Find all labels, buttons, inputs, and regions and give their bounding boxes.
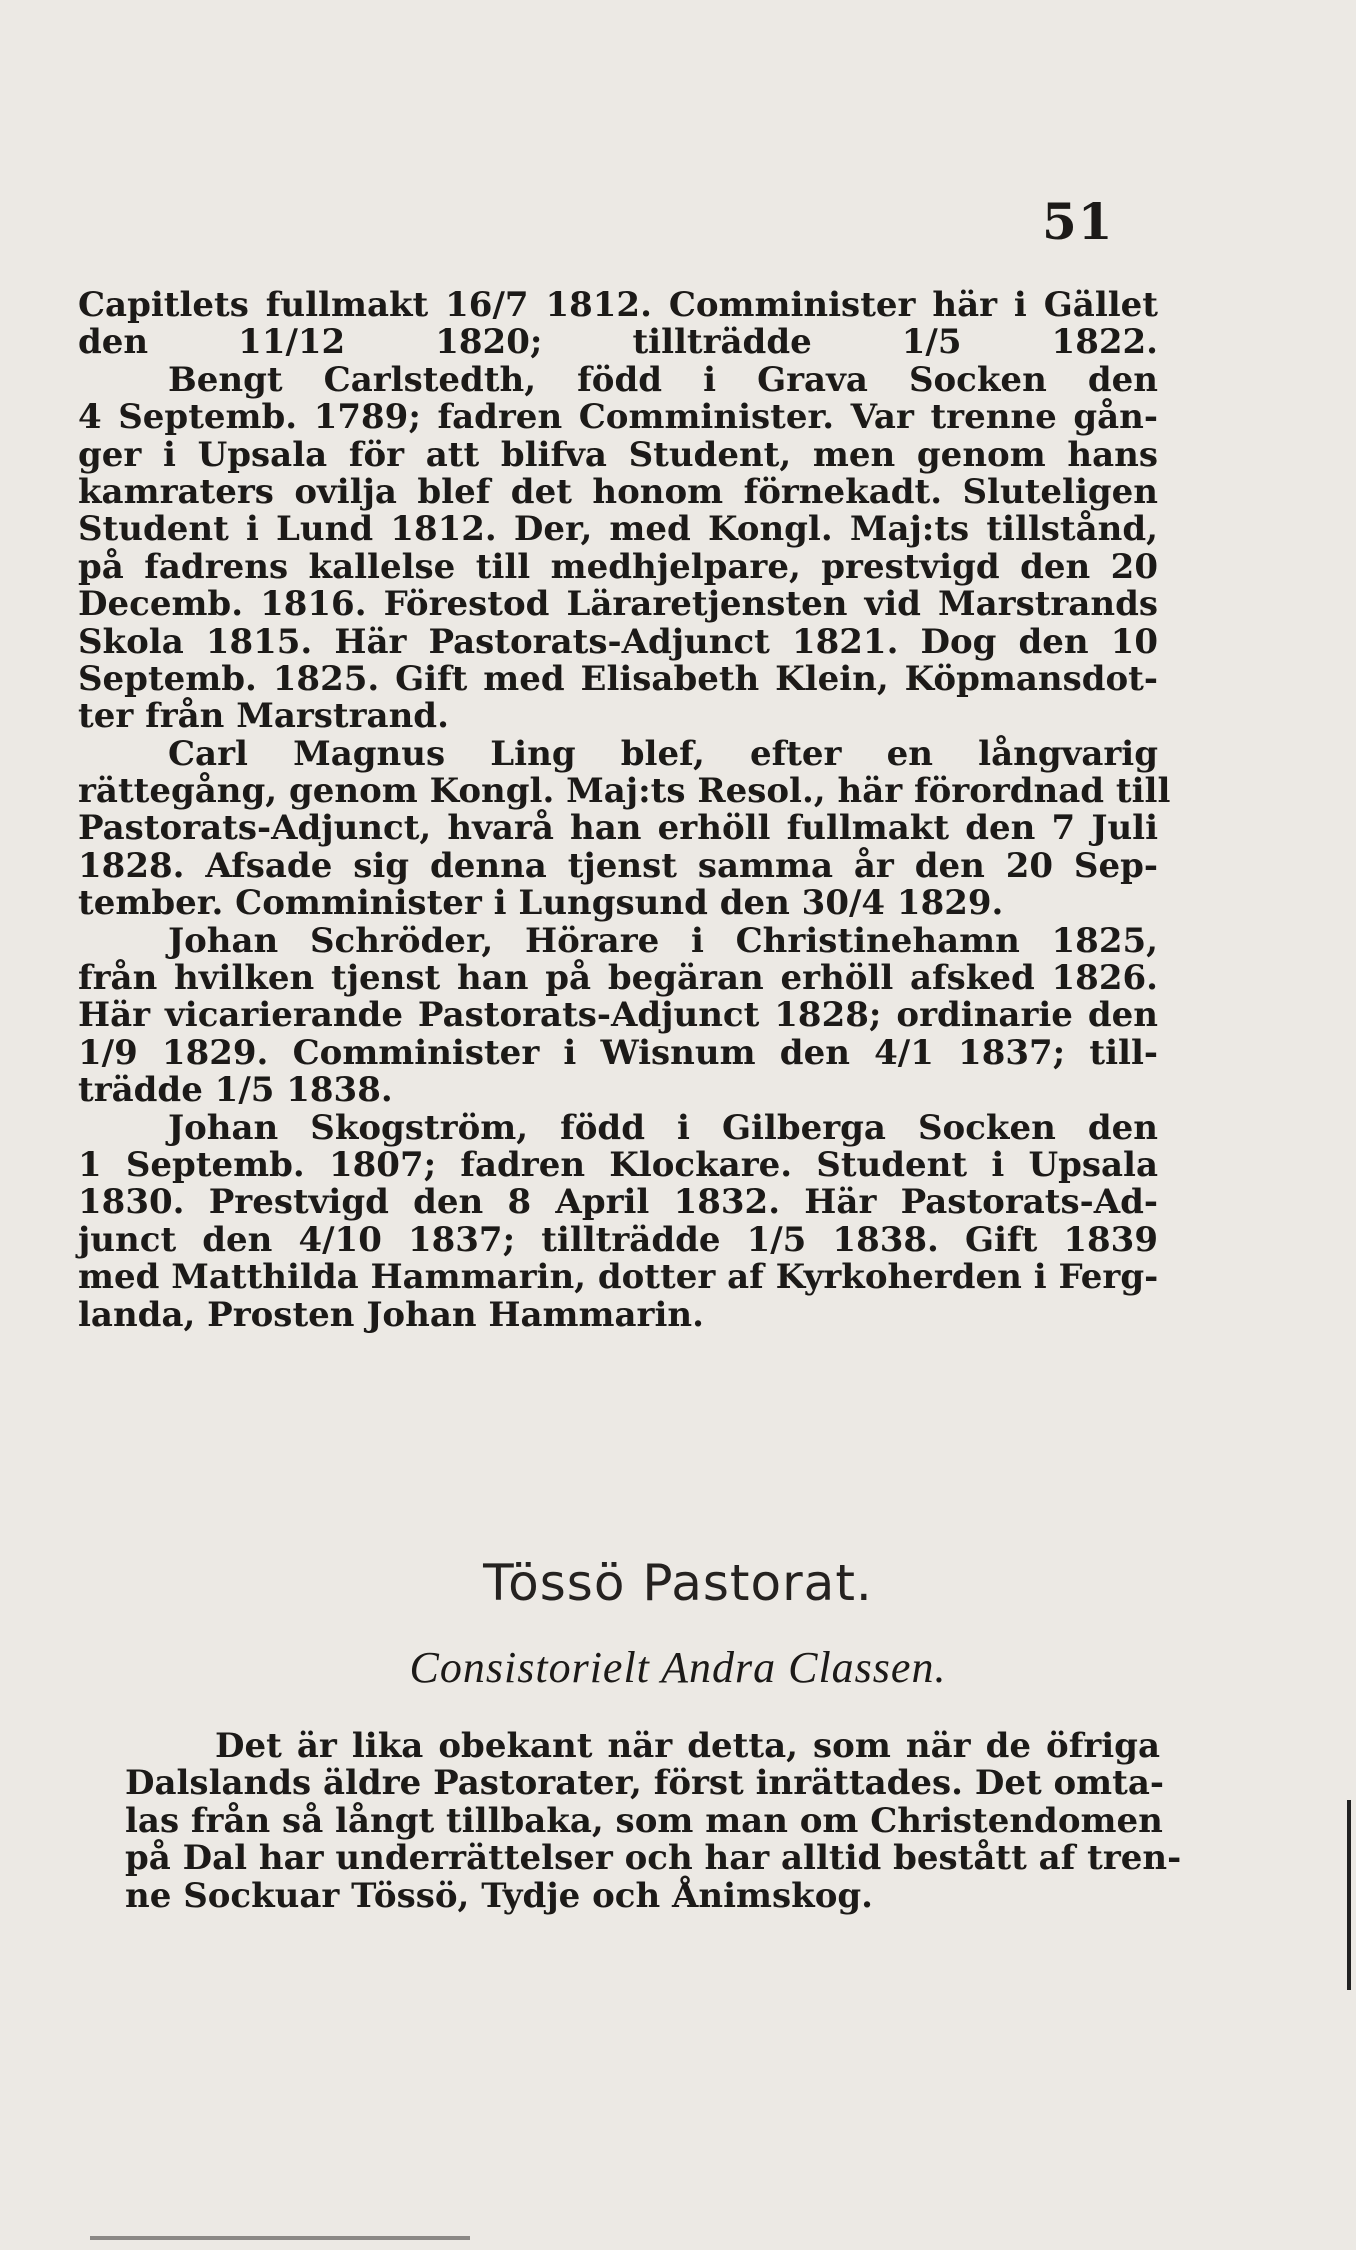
text-line: junct den 4/10 1837; tillträdde 1/5 1838. Gift 1839 — [78, 1219, 1158, 1260]
page-number: 51 — [1042, 192, 1114, 251]
text-line: trädde 1/5 1838. — [78, 1070, 393, 1111]
text-line: 1 Septemb. 1807; fadren Klockare. Student i Upsala — [78, 1144, 1158, 1185]
text-line: landa, Prosten Johan Hammarin. — [78, 1294, 704, 1335]
text-line: Decemb. 1816. Förestod Läraretjensten vid Marstrands — [78, 584, 1158, 625]
text-line: med Matthilda Hammarin, dotter af Kyrkoherden i Ferg- — [78, 1257, 1159, 1298]
text-line: rättegång, genom Kongl. Maj:ts Resol., här förordnad till — [78, 771, 1171, 812]
text-line: 1830. Prestvigd den 8 April 1832. Här Pastorats-Ad- — [78, 1182, 1158, 1223]
text-line: från hvilken tjenst han på begäran erhöll afsked 1826. — [78, 958, 1158, 999]
section-heading: Tössö Pastorat. — [483, 1554, 873, 1612]
binding-edge-mark — [1347, 1800, 1351, 1990]
text-line: Septemb. 1825. Gift med Elisabeth Klein, Köpmansdot- — [78, 658, 1158, 699]
section-subheading: Consistorielt Andra Classen. — [409, 1643, 947, 1692]
text-line: ne Sockuar Tössö, Tydje och Ånimskog. — [125, 1875, 873, 1916]
text-line: den 11/12 1820; tillträdde 1/5 1822. — [78, 322, 1158, 363]
text-line: kamraters ovilja blef det honom förnekadt. Sluteligen — [78, 471, 1158, 512]
text-line: på fadrens kallelse till medhjelpare, prestvigd den 20 — [78, 546, 1158, 587]
text-line: Skola 1815. Här Pastorats-Adjunct 1821. Dog den 10 — [78, 621, 1158, 662]
text-line: tember. Comminister i Lungsund den 30/4 1829. — [78, 883, 1004, 924]
text-line: Det är lika obekant när detta, som när de öfriga — [215, 1726, 1160, 1766]
text-line: Dalslands äldre Pastorater, först inrättades. Det omta- — [125, 1763, 1164, 1804]
text-line: Johan Skogström, född i Gilberga Socken den — [168, 1107, 1158, 1148]
text-line: Carl Magnus Ling blef, efter en långvarig — [168, 733, 1158, 774]
text-line: på Dal har underrättelser och har alltid bestått af tren- — [125, 1838, 1182, 1879]
text-line: 4 Septemb. 1789; fadren Comminister. Var trenne gån- — [78, 397, 1158, 438]
text-line: Här vicarierande Pastorats-Adjunct 1828; ordinarie den — [78, 995, 1158, 1036]
text-line: las från så långt tillbaka, som man om Christendomen — [125, 1800, 1163, 1841]
text-line: ter från Marstrand. — [78, 696, 449, 737]
text-line: Pastorats-Adjunct, hvarå han erhöll fullmakt den 7 Juli — [78, 808, 1158, 849]
text-line: Johan Schröder, Hörare i Christinehamn 1825, — [168, 920, 1158, 961]
text-line: Bengt Carlstedth, född i Grava Socken den — [168, 359, 1158, 400]
text-line: 1828. Afsade sig denna tjenst samma år den 20 Sep- — [78, 845, 1158, 886]
text-block-parish-description — [125, 1726, 1182, 1916]
text-line: Capitlets fullmakt 16/7 1812. Comminister här i Gället — [78, 285, 1158, 325]
page-edge-rule — [90, 2236, 470, 2240]
text-line: Student i Lund 1812. Der, med Kongl. Maj:ts tillstånd, — [78, 509, 1158, 550]
text-line: 1/9 1829. Comminister i Wisnum den 4/1 1837; till- — [78, 1032, 1158, 1073]
text-block-biographies — [78, 285, 1171, 1335]
text-line: ger i Upsala för att blifva Student, men genom hans — [78, 434, 1158, 475]
